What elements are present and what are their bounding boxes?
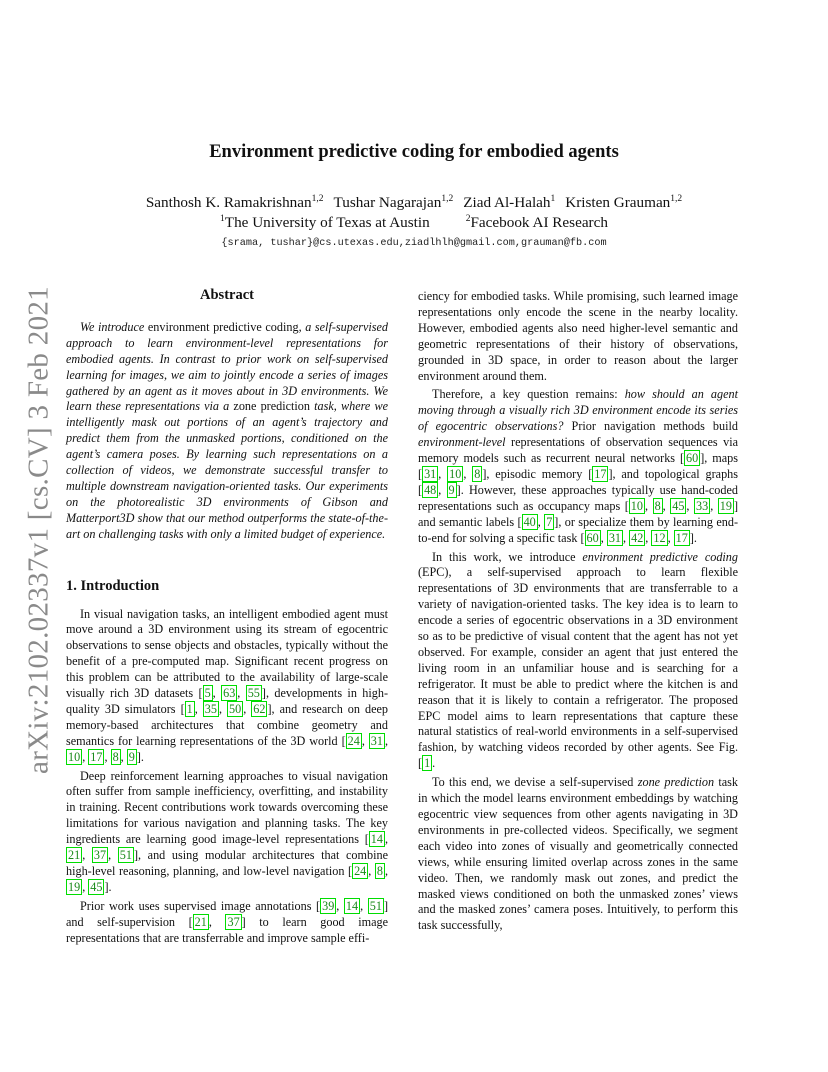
- affiliation-list: [60, 213, 768, 233]
- citation-link[interactable]: 37: [227, 914, 240, 929]
- citation-link[interactable]: 19: [719, 498, 732, 513]
- author-emails: {srama, tushar}@cs.utexas.edu,ziadlhlh@gmail.com,grauman@fb.com: [221, 238, 607, 249]
- abstract-heading: Abstract: [200, 287, 254, 303]
- paragraph: In visual navigation tasks, an intelligent embodied agent must move around a 3D environment using its stream of egocentric observations to sense objects and obstacles, typically without the benefit of a pre-computed map. Significant recent progress on this problem can be attributed to the availability of large-scale visually rich 3D datasets [ 5 , 63 , 55 ], developments in high-quality 3D simulators [ 1 , 35 , 50 , 62 ], and research on deep memory-based architectures that combine geometry and semantics for learning representations of the 3D world [ 24 , 31 , 10 , 17 , 8 , 9 ].: [66, 606, 389, 764]
- citation-link[interactable]: 10: [449, 466, 462, 481]
- citation-link[interactable]: 39: [322, 898, 335, 913]
- citation-link[interactable]: 17: [675, 530, 688, 545]
- affiliation-mark: 1: [220, 214, 225, 224]
- citation-link[interactable]: 17: [90, 749, 103, 764]
- citation-link[interactable]: 45: [90, 879, 103, 894]
- affiliation: $^2$Facebook AI Research: [465, 214, 608, 231]
- citation-link[interactable]: 55: [247, 686, 260, 701]
- author-affiliation-mark: 1,2: [311, 194, 324, 204]
- paragraph: To this end, we devise a self-supervised zone prediction task in which the model learns environment embeddings by watching egocentric view sequences from other agents navigating in 3D environments in pre-collected videos. Specifically, we segment each video into zones of visually and geometrically connected views, while ensuring limited overlap across zones in the same video. Then, we randomly mask out zones, and predict the masked views conditioned on both the unmasked zones’ views and the masked zones’ camera poses. Intuitively, to perform this task successfully,: [418, 775, 739, 933]
- citation-link[interactable]: 51: [119, 848, 132, 863]
- introduction-body-right: [418, 289, 738, 934]
- paragraph: Therefore, a key question remains: how should an agent moving through a visually rich 3D environment encode its series of egocentric observations? Prior navigation methods build environment-level representations of observation sequences via memory models such as recurrent neural networks [ 60 ], maps [ 31 , 10 , 8 ], episodic memory [ 17 ], and topological graphs [ 48 , 9 ]. However, these approaches typically use hand-coded representations such as occupancy maps [ 10 , 8 , 45 , 33 , 19 ] and semantic labels [ 40 , 7 ], or specialize them by learning end-to-end for solving a specific task [ 60 , 31 , 42 , 12 , 17 ].: [418, 387, 739, 545]
- emphasis-text: environment-level: [418, 435, 506, 450]
- citation-link[interactable]: 63: [223, 686, 236, 701]
- arxiv-id-text: arXiv:2102.02337v1 [cs.CV] 3 Feb 2021: [22, 286, 55, 774]
- author-name: Tushar Nagarajan$^{1,2}$: [333, 194, 454, 211]
- emphasis-text: how should an agent moving through a visually rich 3D environment encode its series of egocentric observations?: [418, 387, 738, 434]
- citation-link[interactable]: 31: [608, 530, 621, 545]
- citation-link[interactable]: 48: [424, 482, 437, 497]
- author-name: Santhosh K. Ramakrishnan$^{1,2}$: [145, 194, 324, 211]
- citation-link[interactable]: 17: [594, 466, 607, 481]
- emphasis-text: zone prediction: [637, 775, 715, 790]
- citation-link[interactable]: 51: [369, 898, 382, 913]
- author-name: Kristen Grauman$^{1,2}$: [565, 194, 683, 211]
- citation-link[interactable]: 12: [653, 530, 666, 545]
- citation-link[interactable]: 14: [370, 832, 383, 847]
- citation-link[interactable]: 1: [186, 701, 193, 716]
- paragraph: Prior work uses supervised image annotations [ 39 , 14 , 51 ] and self-supervision [ 21 , 37 ] to learn good image representations that are transferrable and improve sample effi-: [66, 898, 388, 945]
- citation-link[interactable]: 1: [424, 756, 431, 771]
- abstract-upright-term: environment predictive coding: [144, 319, 299, 334]
- citation-link[interactable]: 9: [448, 482, 455, 497]
- paragraph: ciency for embodied tasks. While promising, such learned image representations only encode the scene in the nearby locality. However, embodied agents also need higher-level semantic and geometric representations of their history of observations, grounded in 3D space, in order to reason about the larger environment around them.: [418, 289, 738, 383]
- citation-link[interactable]: 35: [204, 701, 217, 716]
- citation-link[interactable]: 9: [128, 749, 135, 764]
- introduction-body-left: [66, 607, 388, 947]
- author-affiliation-mark: 1,2: [670, 194, 683, 204]
- citation-link[interactable]: 40: [523, 514, 536, 529]
- author-affiliation-mark: 1: [550, 194, 556, 204]
- emphasis-text: environment predictive coding: [582, 549, 738, 564]
- arxiv-sidebar-identifier: [18, 286, 60, 774]
- citation-link[interactable]: 21: [68, 848, 81, 863]
- author-list: [60, 193, 768, 213]
- citation-link[interactable]: 60: [586, 530, 599, 545]
- citation-link[interactable]: 31: [424, 466, 437, 481]
- citation-link[interactable]: 7: [546, 514, 553, 529]
- citation-link[interactable]: 19: [68, 879, 81, 894]
- right-column: [418, 289, 738, 937]
- citation-link[interactable]: 33: [696, 498, 709, 513]
- citation-link[interactable]: 8: [474, 466, 481, 481]
- citation-link[interactable]: 45: [672, 498, 685, 513]
- citation-link[interactable]: 8: [376, 864, 383, 878]
- citation-link[interactable]: 8: [112, 749, 119, 764]
- citation-link[interactable]: 62: [253, 701, 266, 716]
- paper-title: Environment predictive coding for embodied agents: [209, 142, 619, 162]
- citation-link[interactable]: 10: [68, 749, 81, 764]
- citation-link[interactable]: 24: [354, 864, 367, 878]
- paragraph: Deep reinforcement learning approaches to visual navigation often suffer from sample inefficiency, overfitting, and instability in training. Recent contributions work towards overcoming these limitations for various navigation and planning tasks. The key ingredients are learning good image-level representations [ 14 , 21 , 37 , 51 ], and using modular architectures that combine high-level reasoning, planning, and low-level navigation [ 24 , 8 , 19 , 45 ].: [66, 768, 389, 894]
- paragraph: In this work, we introduce environment predictive coding (EPC), a self-supervised approach to learn flexible representations of 3D environments that are transferrable to a variety of navigation-oriented tasks. The key idea is to learn to encode a series of egocentric observations in a 3D environment so as to be predictive of visual content that the agent has not yet observed. For example, consider an agent that just entered the living room in an unfamiliar house and is searching for a refrigerator. It must be able to predict where the kitchen is and reason that it is likely to contain a refrigerator. The proposed EPC model aims to learn representations that capture these natural statistics of real-world environments in a self-supervised fashion, by watching videos recorded by other agents. See Fig. [ 1 .: [418, 549, 738, 771]
- citation-link[interactable]: 31: [370, 733, 383, 748]
- left-column: [66, 288, 388, 950]
- abstract-upright-term: zone prediction: [229, 399, 310, 414]
- introduction-heading: 1. Introduction: [66, 577, 160, 594]
- affiliation-mark: 2: [465, 214, 471, 224]
- citation-link[interactable]: 10: [630, 498, 643, 513]
- author-name: Ziad Al-Halah$^1$: [463, 194, 556, 211]
- citation-link[interactable]: 8: [654, 498, 661, 513]
- citation-link[interactable]: 14: [345, 898, 359, 913]
- citation-link[interactable]: 24: [347, 733, 360, 748]
- citation-link[interactable]: 21: [194, 914, 207, 929]
- citation-link[interactable]: 5: [204, 686, 211, 701]
- citation-link[interactable]: 42: [631, 530, 644, 545]
- affiliation: $^1$The University of Texas at Austin: [220, 214, 430, 231]
- citation-link[interactable]: 50: [229, 701, 242, 716]
- abstract-text: We introduce environment predictive coding, a self-supervised approach to learn environment-level representations for embodied agents. In contrast to prior work on self-supervised learning for images, we aim to jointly encode a series of images gathered by an agent as it moves about in 3D environments. We learn these representations via a zone prediction task, where we intelligently mask out portions of an agent’s trajectory and predict them from the unmasked portions, conditioned on the agent’s camera poses. By learning such representations on a collection of videos, we demonstrate successful transfer to multiple downstream navigation-oriented tasks. Our experiments on the photorealistic 3D environments of Gibson and Matterport3D show that our method outperforms the state-of-the-art on challenging tasks with only a limited budget of experience.: [66, 319, 389, 541]
- author-affiliation-mark: 1,2: [441, 194, 454, 204]
- citation-link[interactable]: 60: [686, 451, 699, 466]
- citation-link[interactable]: 37: [93, 848, 107, 863]
